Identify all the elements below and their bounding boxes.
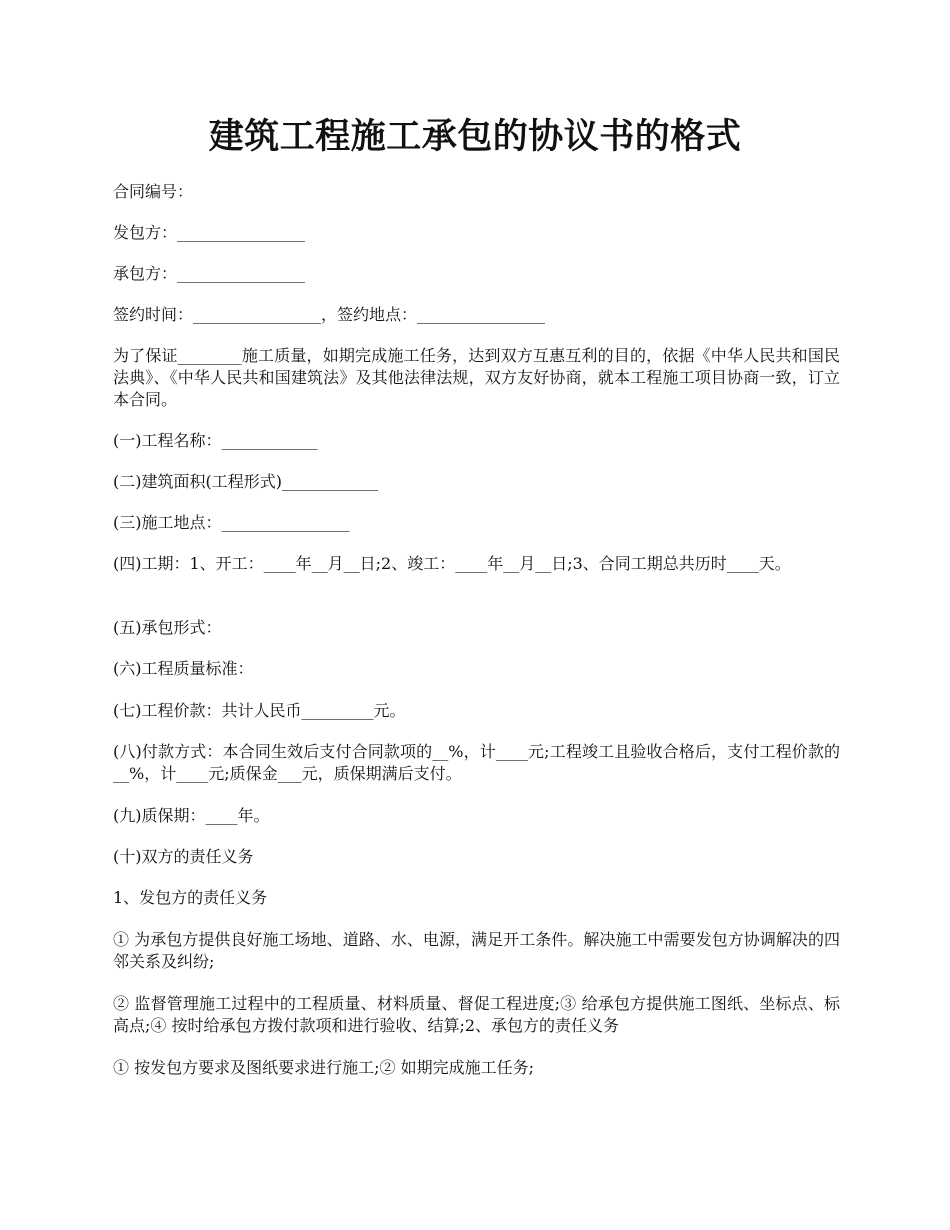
contractor-line: 承包方：________________ (113, 264, 306, 283)
clause-project-name: (一)工程名称：____________ (113, 431, 318, 450)
contractor-duties: ① 按发包方要求及图纸要求进行施工;② 如期完成施工任务; (113, 1058, 534, 1077)
clause-responsibilities: (十)双方的责任义务 (113, 847, 254, 866)
employer-duties-2-4: ② 监督管理施工过程中的工程质量、材料质量、督促工程进度;③ 给承包方提供施工图纸、坐标点、标高点;④ 按时给承包方拨付款项和进行验收、结算;2、承包方的责任义务 (113, 994, 840, 1035)
clause-site-location: (三)施工地点：________________ (113, 513, 350, 532)
employer-duty-1: ① 为承包方提供良好施工场地、道路、水、电源，满足开工条件。解决施工中需要发包方协调解决的四邻关系及纠纷; (113, 930, 840, 971)
contract-number: 合同编号： (113, 182, 194, 201)
clause-quality-standard: (六)工程质量标准： (113, 659, 254, 678)
signing-line: 签约时间：________________，签约地点：________________ (113, 305, 546, 324)
preamble-paragraph: 为了保证________施工质量，如期完成施工任务，达到双方互惠互利的目的，依据《中华人民共和国民法典》、《中华人民共和国建筑法》及其他法律法规，双方友好协商，就本工程施工项目协商一致，订立本合同。 (113, 346, 840, 409)
clause-contract-form: (五)承包形式： (113, 618, 222, 637)
employer-duties-heading: 1、发包方的责任义务 (113, 888, 268, 907)
clause-price: (七)工程价款：共计人民币_________元。 (113, 701, 406, 720)
clause-warranty: (九)质保期：____年。 (113, 806, 270, 825)
clause-building-area: (二)建筑面积(工程形式)____________ (113, 472, 378, 491)
employer-line: 发包方：________________ (113, 223, 306, 242)
clause-duration: (四)工期：1、开工：____年__月__日;2、竣工：____年__月__日;3、合同工期总共历时____天。 (113, 554, 791, 573)
document-title: 建筑工程施工承包的协议书的格式 (208, 116, 742, 157)
clause-payment: (八)付款方式：本合同生效后支付合同款项的__%，计____元;工程竣工且验收合格后，支付工程价款的__%，计____元;质保金___元，质保期满后支付。 (113, 742, 840, 783)
